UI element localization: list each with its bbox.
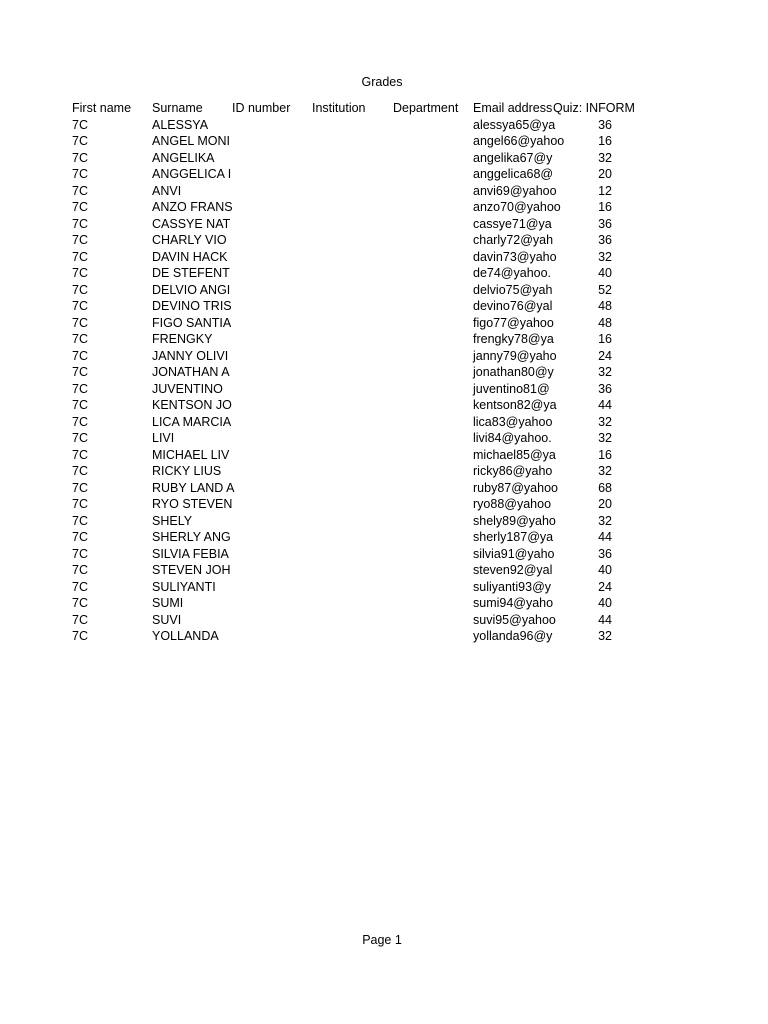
cell-id-number <box>232 397 312 414</box>
cell-surname: SULIYANTI <box>152 579 216 594</box>
cell-id-number <box>232 117 312 134</box>
cell-email: janny79@yaho <box>473 348 557 363</box>
page-title: Grades <box>361 75 403 89</box>
cell-surname: RYO STEVEN <box>152 497 233 511</box>
cell-institution <box>312 381 393 398</box>
cell-surname: SUVI <box>152 612 182 627</box>
cell-id-number <box>232 513 312 530</box>
cell-surname: ALESSYA <box>152 117 209 132</box>
cell-surname: SILVIA FEBIA <box>152 546 229 561</box>
cell-department <box>393 562 473 579</box>
cell-first-name: 7C <box>72 183 88 198</box>
cell-id-number <box>232 315 312 332</box>
cell-first-name: 7C <box>72 579 88 594</box>
cell-quiz: 36 <box>598 216 612 231</box>
table-body <box>72 117 644 645</box>
cell-email: devino76@yal <box>473 299 553 313</box>
cell-department <box>393 612 473 629</box>
cell-surname: ANGGELICA I <box>152 167 232 181</box>
cell-institution <box>312 430 393 447</box>
table-row <box>72 496 644 513</box>
cell-surname: DEVINO TRIS <box>152 299 232 313</box>
cell-institution <box>312 298 393 315</box>
cell-first-name: 7C <box>72 431 88 445</box>
cell-department <box>393 133 473 150</box>
cell-first-name: 7C <box>72 398 88 412</box>
cell-email: de74@yahoo. <box>473 266 552 280</box>
cell-department <box>393 199 473 216</box>
cell-quiz: 48 <box>598 315 612 330</box>
cell-email: angelika67@y <box>473 150 553 165</box>
cell-email: jonathan80@y <box>473 365 554 379</box>
cell-id-number <box>232 628 312 645</box>
cell-surname: JONATHAN A <box>152 365 230 379</box>
cell-first-name: 7C <box>72 167 88 181</box>
cell-department <box>393 315 473 332</box>
grades-table <box>72 100 644 645</box>
table-row <box>72 513 644 530</box>
cell-quiz: 36 <box>598 233 612 247</box>
cell-surname: ANGELIKA <box>152 150 215 165</box>
cell-email: alessya65@ya <box>473 117 556 132</box>
cell-institution <box>312 249 393 266</box>
cell-email: charly72@yah <box>473 233 554 247</box>
cell-quiz: 12 <box>598 183 612 198</box>
cell-surname: SHERLY ANG <box>152 530 231 544</box>
cell-email: suliyanti93@y <box>473 579 552 594</box>
cell-department <box>393 480 473 497</box>
table-row <box>72 133 644 150</box>
cell-email: delvio75@yah <box>473 282 553 297</box>
cell-id-number <box>232 430 312 447</box>
cell-first-name: 7C <box>72 414 88 429</box>
cell-first-name: 7C <box>72 282 88 297</box>
cell-email: sumi94@yaho <box>473 596 554 610</box>
cell-first-name: 7C <box>72 200 88 214</box>
table-row <box>72 414 644 431</box>
column-header-surname: Surname <box>152 101 203 115</box>
cell-id-number <box>232 595 312 612</box>
cell-quiz: 36 <box>598 117 612 132</box>
cell-quiz: 40 <box>598 563 612 577</box>
cell-first-name: 7C <box>72 249 88 264</box>
column-header-email: Email address <box>473 101 553 115</box>
cell-quiz: 16 <box>598 447 612 462</box>
cell-quiz: 40 <box>598 266 612 280</box>
page-number: Page 1 <box>362 933 402 947</box>
cell-id-number <box>232 166 312 183</box>
cell-surname: RICKY LIUS <box>152 464 222 478</box>
cell-institution <box>312 628 393 645</box>
cell-department <box>393 150 473 167</box>
table-row <box>72 249 644 266</box>
column-header-quiz: Quiz: INFORM <box>553 101 635 115</box>
cell-id-number <box>232 496 312 513</box>
cell-surname: ANVI <box>152 183 182 198</box>
cell-department <box>393 183 473 200</box>
cell-surname: RUBY LAND A <box>152 480 235 495</box>
cell-id-number <box>232 183 312 200</box>
cell-surname: JANNY OLIVI <box>152 348 229 363</box>
column-header-first-name: First name <box>72 101 132 115</box>
cell-first-name: 7C <box>72 497 88 511</box>
cell-id-number <box>232 348 312 365</box>
cell-first-name: 7C <box>72 546 88 561</box>
cell-email: sherly187@ya <box>473 530 554 544</box>
cell-id-number <box>232 414 312 431</box>
cell-surname: MICHAEL LIV <box>152 447 230 462</box>
cell-id-number <box>232 282 312 299</box>
cell-id-number <box>232 298 312 315</box>
cell-id-number <box>232 463 312 480</box>
table-row <box>72 612 644 629</box>
cell-first-name: 7C <box>72 530 88 544</box>
cell-email: cassye71@ya <box>473 216 552 231</box>
table-row <box>72 463 644 480</box>
table-row <box>72 331 644 348</box>
table-header-row <box>72 100 644 117</box>
cell-id-number <box>232 199 312 216</box>
table-row <box>72 183 644 200</box>
cell-email: silvia91@yaho <box>473 546 555 561</box>
cell-institution <box>312 546 393 563</box>
cell-department <box>393 579 473 596</box>
cell-institution <box>312 199 393 216</box>
table-row <box>72 562 644 579</box>
cell-department <box>393 397 473 414</box>
cell-quiz: 68 <box>598 480 612 495</box>
cell-email: anggelica68@ <box>473 167 554 181</box>
cell-quiz: 32 <box>598 464 612 478</box>
cell-first-name: 7C <box>72 563 88 577</box>
cell-id-number <box>232 529 312 546</box>
cell-email: anvi69@yahoo <box>473 183 557 198</box>
cell-institution <box>312 397 393 414</box>
cell-first-name: 7C <box>72 134 88 148</box>
cell-id-number <box>232 480 312 497</box>
cell-email: shely89@yaho <box>473 513 556 528</box>
cell-id-number <box>232 331 312 348</box>
cell-email: ryo88@yahoo <box>473 497 552 511</box>
cell-first-name: 7C <box>72 332 88 346</box>
cell-email: ricky86@yaho <box>473 464 553 478</box>
cell-department <box>393 529 473 546</box>
cell-email: figo77@yahoo <box>473 315 554 330</box>
cell-quiz: 20 <box>598 497 612 511</box>
cell-surname: CHARLY VIO <box>152 233 227 247</box>
cell-quiz: 52 <box>598 282 612 297</box>
cell-quiz: 32 <box>598 150 612 165</box>
cell-surname: YOLLANDA <box>152 629 219 643</box>
cell-id-number <box>232 546 312 563</box>
cell-email: livi84@yahoo. <box>473 431 552 445</box>
table-row <box>72 282 644 299</box>
cell-quiz: 36 <box>598 381 612 396</box>
cell-email: frengky78@ya <box>473 332 554 346</box>
cell-surname: CASSYE NAT <box>152 216 231 231</box>
column-header-institution: Institution <box>312 101 366 115</box>
cell-quiz: 44 <box>598 530 612 544</box>
cell-id-number <box>232 562 312 579</box>
cell-first-name: 7C <box>72 480 88 495</box>
cell-surname: ANGEL MONI <box>152 134 231 148</box>
cell-institution <box>312 364 393 381</box>
cell-email: angel66@yahoo <box>473 134 565 148</box>
table-row <box>72 480 644 497</box>
cell-department <box>393 595 473 612</box>
cell-department <box>393 447 473 464</box>
table-row <box>72 232 644 249</box>
cell-institution <box>312 183 393 200</box>
cell-first-name: 7C <box>72 629 88 643</box>
cell-institution <box>312 331 393 348</box>
table-row <box>72 381 644 398</box>
cell-surname: STEVEN JOH <box>152 563 231 577</box>
cell-quiz: 32 <box>598 365 612 379</box>
cell-first-name: 7C <box>72 464 88 478</box>
cell-first-name: 7C <box>72 117 88 132</box>
cell-institution <box>312 496 393 513</box>
cell-department <box>393 546 473 563</box>
cell-id-number <box>232 364 312 381</box>
cell-surname: SUMI <box>152 596 184 610</box>
cell-first-name: 7C <box>72 266 88 280</box>
cell-institution <box>312 265 393 282</box>
cell-quiz: 16 <box>598 200 612 214</box>
cell-department <box>393 249 473 266</box>
cell-institution <box>312 513 393 530</box>
cell-institution <box>312 480 393 497</box>
cell-surname: FRENGKY <box>152 332 213 346</box>
cell-quiz: 40 <box>598 596 612 610</box>
cell-institution <box>312 315 393 332</box>
cell-department <box>393 298 473 315</box>
cell-first-name: 7C <box>72 513 88 528</box>
column-header-id-number: ID number <box>232 101 291 115</box>
cell-quiz: 24 <box>598 348 612 363</box>
cell-surname: SHELY <box>152 513 193 528</box>
cell-id-number <box>232 150 312 167</box>
cell-quiz: 32 <box>598 414 612 429</box>
table-row <box>72 166 644 183</box>
cell-email: suvi95@yahoo <box>473 612 556 627</box>
table-row <box>72 348 644 365</box>
cell-email: davin73@yaho <box>473 249 557 264</box>
table-row <box>72 397 644 414</box>
cell-surname: LICA MARCIA <box>152 414 232 429</box>
cell-quiz: 48 <box>598 299 612 313</box>
cell-institution <box>312 348 393 365</box>
cell-institution <box>312 595 393 612</box>
cell-email: kentson82@ya <box>473 398 557 412</box>
table-row <box>72 579 644 596</box>
cell-email: yollanda96@y <box>473 629 553 643</box>
cell-department <box>393 282 473 299</box>
cell-department <box>393 216 473 233</box>
cell-department <box>393 348 473 365</box>
cell-email: lica83@yahoo <box>473 414 553 429</box>
cell-first-name: 7C <box>72 315 88 330</box>
cell-surname: JUVENTINO <box>152 381 223 396</box>
cell-first-name: 7C <box>72 216 88 231</box>
cell-id-number <box>232 381 312 398</box>
cell-department <box>393 414 473 431</box>
cell-department <box>393 232 473 249</box>
cell-institution <box>312 414 393 431</box>
cell-department <box>393 628 473 645</box>
cell-surname: KENTSON JO <box>152 398 232 412</box>
cell-id-number <box>232 612 312 629</box>
cell-department <box>393 463 473 480</box>
cell-surname: DE STEFENT <box>152 266 230 280</box>
cell-email: juventino81@ <box>473 381 550 396</box>
table-row <box>72 447 644 464</box>
cell-institution <box>312 612 393 629</box>
cell-institution <box>312 447 393 464</box>
cell-quiz: 32 <box>598 629 612 643</box>
cell-institution <box>312 579 393 596</box>
cell-surname: FIGO SANTIA <box>152 315 232 330</box>
cell-id-number <box>232 249 312 266</box>
cell-surname: DAVIN HACK <box>152 249 228 264</box>
cell-quiz: 20 <box>598 167 612 181</box>
cell-department <box>393 381 473 398</box>
table-row <box>72 529 644 546</box>
cell-first-name: 7C <box>72 596 88 610</box>
table-row <box>72 546 644 563</box>
cell-department <box>393 513 473 530</box>
cell-department <box>393 430 473 447</box>
cell-first-name: 7C <box>72 150 88 165</box>
cell-institution <box>312 562 393 579</box>
table-row <box>72 117 644 134</box>
cell-quiz: 24 <box>598 579 612 594</box>
cell-institution <box>312 150 393 167</box>
cell-quiz: 36 <box>598 546 612 561</box>
cell-quiz: 32 <box>598 431 612 445</box>
cell-surname: DELVIO ANGI <box>152 282 231 297</box>
cell-first-name: 7C <box>72 447 88 462</box>
table-row <box>72 298 644 315</box>
column-header-department: Department <box>393 101 459 115</box>
cell-email: michael85@ya <box>473 447 556 462</box>
cell-institution <box>312 463 393 480</box>
table-row <box>72 216 644 233</box>
cell-first-name: 7C <box>72 365 88 379</box>
cell-department <box>393 496 473 513</box>
cell-institution <box>312 133 393 150</box>
cell-id-number <box>232 133 312 150</box>
cell-surname: LIVI <box>152 431 175 445</box>
cell-institution <box>312 232 393 249</box>
table-row <box>72 199 644 216</box>
cell-quiz: 32 <box>598 249 612 264</box>
cell-department <box>393 117 473 134</box>
table-row <box>72 430 644 447</box>
cell-quiz: 32 <box>598 513 612 528</box>
cell-id-number <box>232 216 312 233</box>
cell-department <box>393 364 473 381</box>
cell-id-number <box>232 579 312 596</box>
cell-email: ruby87@yahoo <box>473 480 558 495</box>
cell-institution <box>312 282 393 299</box>
cell-first-name: 7C <box>72 299 88 313</box>
cell-institution <box>312 117 393 134</box>
table-row <box>72 150 644 167</box>
cell-first-name: 7C <box>72 381 88 396</box>
cell-department <box>393 265 473 282</box>
cell-institution <box>312 166 393 183</box>
cell-email: steven92@yal <box>473 563 553 577</box>
table-row <box>72 315 644 332</box>
cell-quiz: 44 <box>598 398 612 412</box>
cell-first-name: 7C <box>72 348 88 363</box>
cell-surname: ANZO FRANS <box>152 200 233 214</box>
table-row <box>72 265 644 282</box>
cell-department <box>393 331 473 348</box>
cell-id-number <box>232 232 312 249</box>
cell-institution <box>312 216 393 233</box>
cell-department <box>393 166 473 183</box>
cell-id-number <box>232 447 312 464</box>
cell-quiz: 44 <box>598 612 612 627</box>
cell-quiz: 16 <box>598 134 612 148</box>
cell-first-name: 7C <box>72 233 88 247</box>
table-row <box>72 595 644 612</box>
cell-email: anzo70@yahoo <box>473 200 561 214</box>
cell-first-name: 7C <box>72 612 88 627</box>
cell-id-number <box>232 265 312 282</box>
cell-institution <box>312 529 393 546</box>
table-row <box>72 628 644 645</box>
cell-quiz: 16 <box>598 332 612 346</box>
table-row <box>72 364 644 381</box>
